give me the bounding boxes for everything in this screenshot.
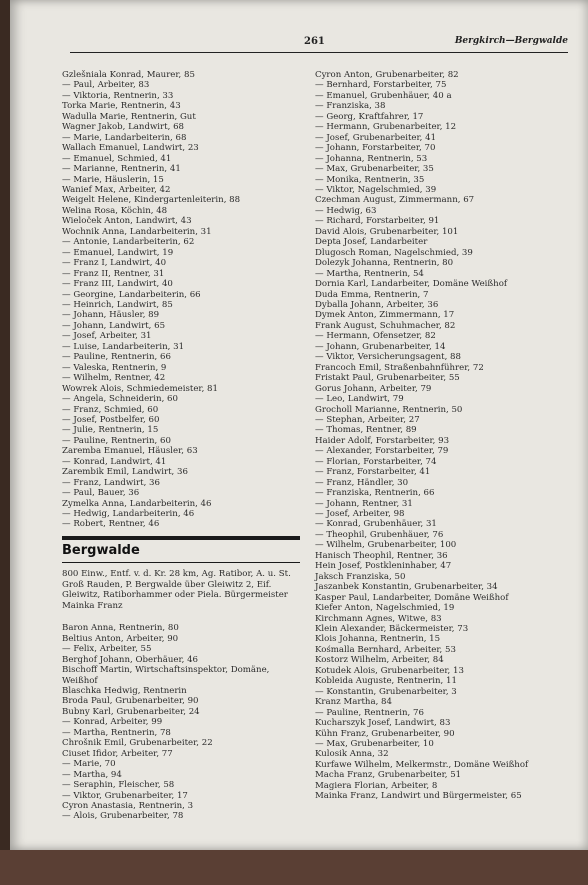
directory-entry: — Josef, Grubenarbeiter, 41 (315, 132, 437, 143)
directory-entry: — Florian, Forstarbeiter, 74 (315, 456, 437, 467)
directory-entry: — Franz II, Rentner, 31 (62, 268, 165, 279)
directory-entry: — Antonie, Landarbeiterin, 62 (62, 237, 195, 248)
directory-entry: — Johann, Landwirt, 65 (62, 320, 166, 331)
directory-entry: — Hedwig, 63 (315, 205, 377, 216)
directory-entry: Wowrek Alois, Schmiedemeister, 81 (62, 383, 218, 394)
directory-entry: — Konrad, Grubenhäuer, 31 (315, 519, 437, 530)
directory-entry: — Viktor, Nagelschmied, 39 (315, 184, 437, 195)
directory-entry: — Angela, Schneiderin, 60 (62, 394, 178, 405)
directory-entry: Klein Alexander, Bäckermeister, 73 (315, 624, 469, 635)
directory-entry: — Max, Grubenarbeiter, 35 (315, 164, 434, 175)
directory-entry: — Franz, Händler, 30 (315, 477, 409, 488)
directory-entry: — Marianne, Rentnerin, 41 (62, 164, 181, 175)
directory-entry: Beltius Anton, Arbeiter, 90 (62, 633, 179, 644)
directory-entry: Zarembik Emil, Landwirt, 36 (62, 467, 188, 478)
directory-entry: — Emanuel, Schmied, 41 (62, 153, 172, 164)
directory-entry: — Franz, Schmied, 60 (62, 404, 159, 415)
directory-entry: — Georgine, Landarbeiterin, 66 (62, 289, 201, 300)
page-number: 261 (304, 36, 325, 47)
directory-entry: Jaszanbek Konstantin, Grubenarbeiter, 34 (315, 582, 498, 593)
section-rule-bottom (62, 562, 300, 564)
directory-entry: Hein Josef, Postkleninhaber, 47 (315, 561, 452, 572)
right-column (315, 70, 577, 802)
directory-entry: — Leo, Landwirt, 79 (315, 394, 404, 405)
directory-entry: Blaschka Hedwig, Rentnerin (62, 685, 187, 696)
directory-entry: — Stephan, Arbeiter, 27 (315, 414, 420, 425)
directory-entry: — Georg, Kraftfahrer, 17 (315, 111, 424, 122)
directory-entry: Depta Josef, Landarbeiter (315, 237, 428, 248)
directory-entry: Dlugosch Roman, Nagelschmied, 39 (315, 247, 473, 258)
directory-entry: — Viktor, Versicherungsagent, 88 (315, 352, 461, 363)
directory-entry: Weißhof (62, 675, 98, 686)
directory-entry: — Seraphin, Fleischer, 58 (62, 780, 175, 791)
directory-entry: — Monika, Rentnerin, 35 (315, 174, 425, 185)
directory-entry: Kotudek Alois, Grubenarbeiter, 13 (315, 665, 464, 676)
directory-entry: Cyron Anastasia, Rentnerin, 3 (62, 800, 194, 811)
directory-entry: — Hedwig, Landarbeiterin, 46 (62, 509, 195, 520)
directory-entry: — Alois, Grubenarbeiter, 78 (62, 811, 184, 822)
directory-entry: — Viktoria, Rentnerin, 33 (62, 90, 174, 101)
directory-entry: — Marie, Häuslerin, 15 (62, 174, 164, 185)
directory-entry: Kranz Martha, 84 (315, 697, 392, 708)
directory-entry: — Luise, Landarbeiterin, 31 (62, 341, 185, 352)
directory-entry: Kiefer Anton, Nagelschmied, 19 (315, 603, 455, 614)
directory-entry: — Alexander, Forstarbeiter, 79 (315, 446, 449, 457)
directory-entry: — Johann, Forstarbeiter, 70 (315, 143, 436, 154)
directory-entry: Kobleida Auguste, Rentnerin, 11 (315, 676, 457, 687)
page-header (70, 34, 568, 53)
directory-entry: Berghof Johann, Oberhäuer, 46 (62, 654, 199, 665)
directory-page (10, 0, 588, 850)
directory-entry: Mainka Franz, Landwirt und Bürgermeister, 65 (315, 791, 522, 802)
directory-entry: — Martha, 94 (62, 769, 122, 780)
directory-entry: Wadulla Marie, Rentnerin, Gut (62, 111, 196, 122)
directory-entry: Wallach Emanuel, Landwirt, 23 (62, 143, 199, 154)
directory-entry: Fristakt Paul, Grubenarbeiter, 55 (315, 373, 460, 384)
directory-entry: Czechman August, Zimmermann, 67 (315, 195, 475, 206)
directory-entry: Zymelka Anna, Landarbeiterin, 46 (62, 498, 212, 509)
directory-entry: — Theophil, Grubenhäuer, 76 (315, 529, 444, 540)
directory-entry: — Emanuel, Grubenhäuer, 40 a (315, 90, 452, 101)
directory-entry: — Julie, Rentnerin, 15 (62, 425, 159, 436)
section-intro: 800 Einw., Entf. v. d. Kr. 28 km, Ag. Ratibor, A. u. St. Groß Rauden, P. Bergwalde über Gleiwitz 2, Eif. Gleiwitz, Ratiborhammer oder Piela. Bürgermeister Mainka Franz (62, 569, 291, 611)
directory-entry: Welina Rosa, Köchin, 48 (62, 205, 168, 216)
directory-entry: — Wilhelm, Rentner, 42 (62, 373, 166, 384)
directory-entry: — Paul, Bauer, 36 (62, 488, 140, 499)
directory-entry: — Robert, Rentner, 46 (62, 519, 160, 530)
directory-entry: Bischoff Martin, Wirtschaftsinspektor, Domäne, (62, 665, 270, 676)
directory-entry: Ciuset Ifidor, Arbeiter, 77 (62, 748, 173, 759)
directory-entry: — Hermann, Grubenarbeiter, 12 (315, 122, 457, 133)
directory-entry: — Wilhelm, Grubenarbeiter, 100 (315, 540, 457, 551)
running-head: Bergkirch—Bergwalde (454, 36, 568, 46)
section-title: Bergwalde (62, 542, 140, 558)
directory-entry: — Viktor, Grubenarbeiter, 17 (62, 790, 188, 801)
directory-entry: David Alois, Grubenarbeiter, 101 (315, 226, 459, 237)
directory-entry: Kucharszyk Josef, Landwirt, 83 (315, 718, 451, 729)
directory-entry: Gzlešniala Konrad, Maurer, 85 (62, 70, 195, 80)
directory-entry: Cyron Anton, Grubenarbeiter, 82 (315, 70, 459, 80)
directory-entry: — Josef, Arbeiter, 98 (315, 509, 405, 520)
directory-entry: Dymek Anton, Zimmermann, 17 (315, 310, 455, 321)
directory-entry: Frank August, Schuhmacher, 82 (315, 320, 456, 331)
directory-entry: Francoch Emil, Straßenbahnführer, 72 (315, 362, 484, 373)
directory-entry: Magiera Florian, Arbeiter, 8 (315, 780, 438, 791)
directory-entry: — Franz, Forstarbeiter, 41 (315, 467, 431, 478)
directory-entry: Kasper Paul, Landarbeiter, Domäne Weißhof (315, 592, 509, 603)
directory-entry: Bubny Karl, Grubenarbeiter, 24 (62, 706, 200, 717)
directory-entry: — Johanna, Rentnerin, 53 (315, 153, 428, 164)
left-column (62, 70, 307, 822)
directory-entry: — Marie, 70 (62, 759, 116, 770)
directory-entry: Wochnik Anna, Landarbeiterin, 31 (62, 226, 212, 237)
directory-entry: — Konstantin, Grubenarbeiter, 3 (315, 686, 457, 697)
directory-entry: — Josef, Postbelfer, 60 (62, 414, 160, 425)
directory-entry: — Josef, Arbeiter, 31 (62, 331, 152, 342)
directory-entry: Kośmalla Bernhard, Arbeiter, 53 (315, 644, 456, 655)
directory-entry: Haider Adolf, Forstarbeiter, 93 (315, 435, 450, 446)
directory-entry: Jaksch Franziska, 50 (315, 571, 406, 582)
directory-entry: Kostorz Wilhelm, Arbeiter, 84 (315, 655, 444, 666)
directory-entry: Duda Emma, Rentnerin, 7 (315, 289, 429, 300)
directory-entry: Broda Paul, Grubenarbeiter, 90 (62, 696, 199, 707)
directory-entry: Grocholl Marianne, Rentnerin, 50 (315, 404, 463, 415)
directory-entry: — Max, Grubenarbeiter, 10 (315, 739, 434, 749)
directory-entry: — Felix, Arbeiter, 55 (62, 644, 152, 655)
directory-entry: Kurfawe Wilhelm, Melkermstr., Domäne Weißhof (315, 759, 529, 770)
directory-entry: — Bernhard, Forstarbeiter, 75 (315, 80, 447, 91)
directory-entry: — Franz III, Landwirt, 40 (62, 279, 173, 290)
directory-entry: Kirchmann Agnes, Witwe, 83 (315, 613, 442, 624)
directory-entry: — Valeska, Rentnerin, 9 (62, 362, 167, 373)
directory-entry: Weigelt Helene, Kindergartenleiterin, 88 (62, 195, 241, 206)
directory-entry: — Franziska, Rentnerin, 66 (315, 488, 435, 499)
directory-entry: — Martha, Rentnerin, 78 (62, 727, 171, 738)
directory-entry: — Emanuel, Landwirt, 19 (62, 247, 174, 258)
directory-entry: Baron Anna, Rentnerin, 80 (62, 623, 179, 634)
directory-entry: Dornia Karl, Landarbeiter, Domäne Weißhof (315, 279, 508, 290)
directory-entry: — Johann, Rentner, 31 (315, 498, 413, 509)
directory-entry: Kulosik Anna, 32 (315, 749, 389, 760)
directory-entry: Wagner Jakob, Landwirt, 68 (62, 122, 185, 133)
directory-entry: — Johann, Häusler, 89 (62, 310, 160, 321)
directory-entry: — Konrad, Arbeiter, 99 (62, 717, 163, 728)
directory-entry: — Paul, Arbeiter, 83 (62, 80, 150, 91)
directory-entry: Gorus Johann, Arbeiter, 79 (315, 383, 432, 394)
directory-entry: Kühn Franz, Grubenarbeiter, 90 (315, 728, 455, 739)
directory-entry: — Johann, Grubenarbeiter, 14 (315, 341, 446, 352)
directory-entry: — Pauline, Rentnerin, 76 (315, 707, 424, 718)
directory-entry: — Franz I, Landwirt, 40 (62, 258, 167, 269)
directory-entry: Zaremba Emanuel, Häusler, 63 (62, 446, 198, 457)
directory-entry: Wanief Max, Arbeiter, 42 (62, 184, 171, 195)
directory-entry: — Konrad, Landwirt, 41 (62, 456, 167, 467)
directory-entry: — Franziska, 38 (315, 101, 386, 112)
directory-entry: — Marie, Landarbeiterin, 68 (62, 132, 187, 143)
directory-entry: Chrošnik Emil, Grubenarbeiter, 22 (62, 738, 213, 749)
directory-entry: — Hermann, Ofensetzer, 82 (315, 331, 436, 342)
directory-entry: Torka Marie, Rentnerin, 43 (62, 101, 181, 112)
directory-entry: Dolezyk Johanna, Rentnerin, 80 (315, 258, 454, 269)
directory-entry: — Martha, Rentnerin, 54 (315, 268, 424, 279)
directory-entry: — Franz, Landwirt, 36 (62, 477, 160, 488)
table-surface (0, 850, 588, 885)
directory-entry: — Richard, Forstarbeiter, 91 (315, 216, 440, 227)
directory-entry: Klois Johanna, Rentnerin, 15 (315, 634, 441, 645)
directory-entry: — Heinrich, Landwirt, 85 (62, 299, 173, 310)
directory-entry: — Pauline, Rentnerin, 60 (62, 435, 171, 446)
directory-entry: — Thomas, Rentner, 89 (315, 425, 417, 436)
spacer (62, 611, 307, 623)
directory-entry: Dyballa Johann, Arbeiter, 36 (315, 299, 439, 310)
directory-entry: Macha Franz, Grubenarbeiter, 51 (315, 770, 462, 781)
directory-entry: Hanisch Theophil, Rentner, 36 (315, 550, 448, 561)
directory-entry: Wieloček Anton, Landwirt, 43 (62, 216, 192, 227)
directory-entry: — Pauline, Rentnerin, 66 (62, 352, 171, 363)
